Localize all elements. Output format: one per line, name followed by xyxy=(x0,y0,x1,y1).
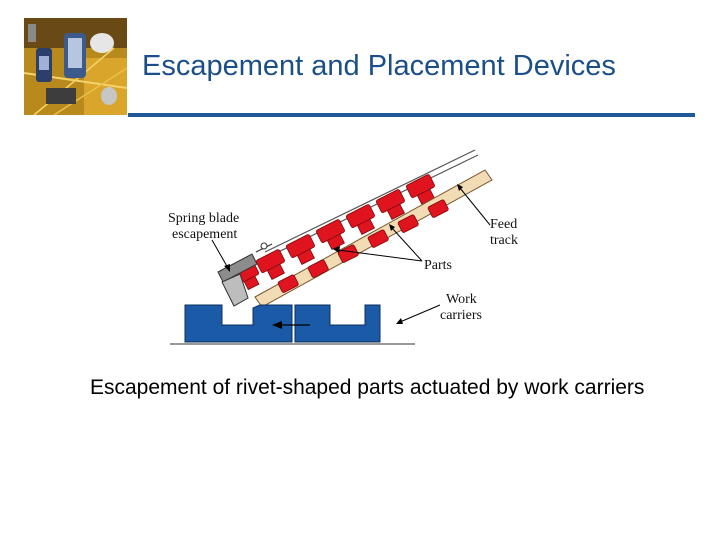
circuit-board-photo-icon xyxy=(24,18,127,115)
work-carriers-label-1: Work xyxy=(446,292,477,307)
work-carriers xyxy=(185,305,380,342)
rivet-parts xyxy=(234,174,440,292)
parts-label: Parts xyxy=(424,258,452,273)
feed-track-label-2: track xyxy=(490,233,518,248)
work-carriers-label-2: carriers xyxy=(440,308,482,323)
slide-caption: Escapement of rivet-shaped parts actuated by work carriers xyxy=(90,376,645,399)
feed-track-label-1: Feed xyxy=(490,217,518,232)
slide-title: Escapement and Placement Devices xyxy=(142,50,616,82)
spring-blade-label-2: escapement xyxy=(172,227,238,242)
escapement-diagram xyxy=(160,140,540,350)
spring-blade-label-1: Spring blade xyxy=(168,211,240,226)
title-underline xyxy=(128,113,695,117)
